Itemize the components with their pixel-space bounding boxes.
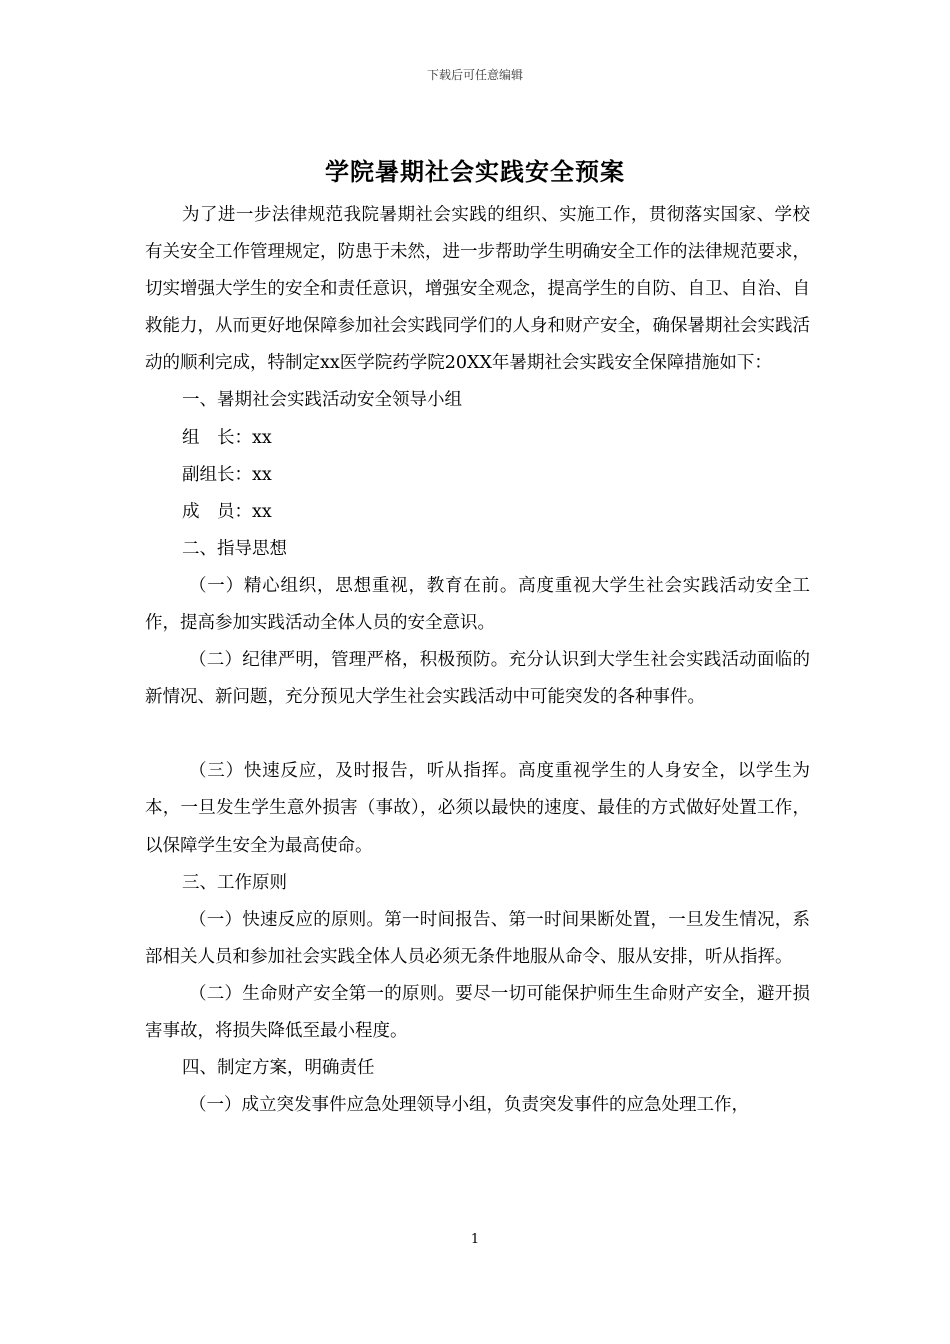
heading-section-4: 四、制定方案，明确责任 <box>182 1058 375 1079</box>
document-title: 学院暑期社会实践安全预案 <box>325 158 625 186</box>
paragraph-principle-1: （一）快速反应的原则。第一时间报告、第一时间果断处置，一旦发生情况，系部相关人员和参加社会实践全体人员必须无条件地服从命令、服从安排，听从指挥。 <box>145 909 810 967</box>
paragraph-intro: 为了进一步法律规范我院暑期社会实践的组织、实施工作，贯彻落实国家、学校有关安全工作管理规定，防患于未然，进一步帮助学生明确安全工作的法律规范要求，切实增强大学生的安全和责任意识，增强安全观念，提高学生的自防、自卫、自治、自救能力，从而更好地保障参加社会实践同学们的人身和财产安全，确保暑期社会实践活动的顺利完成，特制定xx医学院药学院20XX年暑期社会实践安全保障措施如下： <box>145 205 810 374</box>
page-number: 1 <box>470 1232 480 1247</box>
paragraph-guideline-3: （三）快速反应，及时报告，听从指挥。高度重视学生的人身安全，以学生为本，一旦发生学生意外损害（事故），必须以最快的速度、最佳的方式做好处置工作，以保障学生安全为最高使命。 <box>145 761 810 856</box>
paragraph-spacer <box>145 716 810 753</box>
paragraph-members: 成 员：xx <box>182 501 272 522</box>
paragraph-guideline-2: （二）纪律严明，管理严格，积极预防。充分认识到大学生社会实践活动面临的新情况、新问题，充分预见大学生社会实践活动中可能突发的各种事件。 <box>145 650 810 708</box>
heading-section-3: 三、工作原则 <box>182 872 287 893</box>
heading-section-1: 一、暑期社会实践活动安全领导小组 <box>182 390 462 411</box>
document-body <box>145 197 810 1124</box>
paragraph-plan-1: （一）成立突发事件应急处理领导小组，负责突发事件的应急处理工作， <box>189 1095 749 1116</box>
paragraph-guideline-1: （一）精心组织，思想重视，教育在前。高度重视大学生社会实践活动安全工作，提高参加实践活动全体人员的安全意识。 <box>145 575 810 634</box>
paragraph-leader: 组 长：xx <box>182 427 272 448</box>
paragraph-deputy-leader: 副组长：xx <box>182 464 272 485</box>
paragraph-principle-2: （二）生命财产安全第一的原则。要尽一切可能保护师生生命财产安全，避开损害事故，将损失降低至最小程度。 <box>145 983 810 1041</box>
page-header: 下载后可任意编辑 <box>426 68 523 82</box>
heading-section-2: 二、指导思想 <box>182 538 287 559</box>
